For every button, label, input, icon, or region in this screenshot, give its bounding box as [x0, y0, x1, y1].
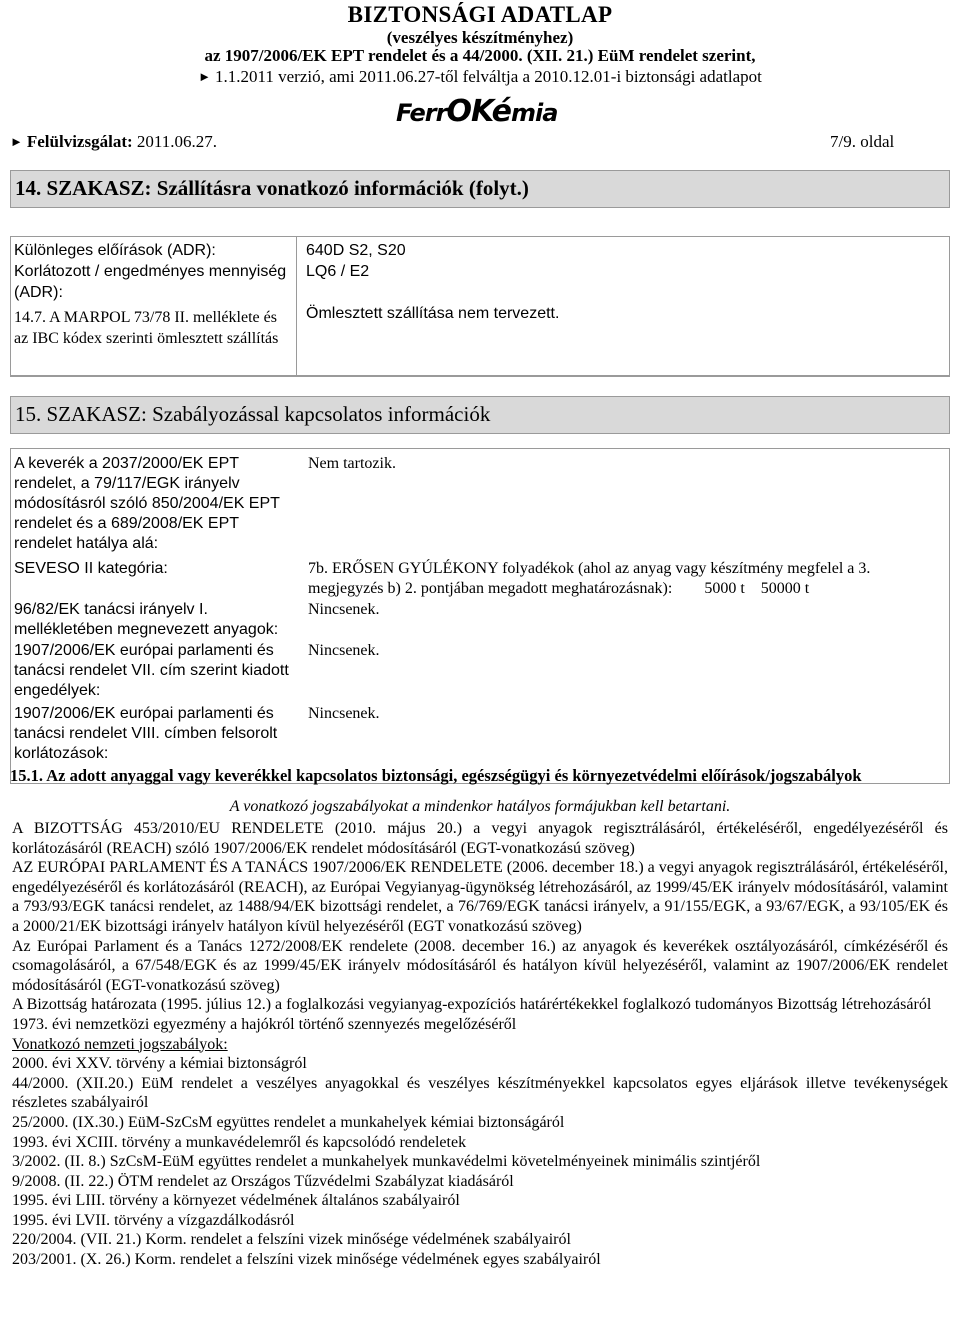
s14-value-special-provisions: 640D S2, S20 [306, 242, 406, 259]
document-title: BIZTONSÁGI ADATLAP [347, 2, 613, 27]
s15-label-seveso: SEVESO II kategória: [14, 560, 168, 577]
national-regulation-item: 9/2008. (II. 22.) ÖTM rendelet az Országos Tűzvédelmi Szabályzat kiadásáról [12, 1172, 514, 1190]
seveso-threshold-2: 50000 t [760, 580, 810, 597]
section-15-header [10, 396, 950, 434]
document-subtitle: (veszélyes készítményhez) [386, 28, 574, 47]
national-regulation-item: 1995. évi LIII. törvény a környezet védelmének általános szabályairól [12, 1192, 460, 1210]
regulation-line: az 1907/2006/EK EPT rendelet és a 44/2000. (XII. 21.) EüM rendelet szerint, [204, 46, 756, 65]
eu-regulation-item: AZ EURÓPAI PARLAMENT ÉS A TANÁCS 1907/2006/EK RENDELETE (2006. december 18.) a vegyi anyagok regisztrálásáról, értékeléséről, engedélyezéséről és korlátozásáról (REACH), az Európai Vegyianyag-ügynökség létrehozásáról, az 1999/45/EK irányelv módosításáról, valamint a 793/93/EGK tanácsi rendelet, az 1488/94/EK bizottsági rendelet, a 76/769/EGK tanácsi irányelv, a 91/155/EGK, a 93/67/EGK, a 93/105/EK és a 2000/21/EK bizottsági irányelv hatályon kívül helyezéséről (EGT vonatkozású szöveg) [12, 859, 948, 935]
s15-value-directive-96-82: Nincsenek. [308, 601, 380, 618]
s15-label-directive-96-82: 96/82/EK tanácsi irányelv I. mellékletében megnevezett anyagok: [14, 601, 279, 638]
logo-part-2: OKé [446, 94, 511, 129]
company-logo [396, 92, 558, 129]
logo-part-1: Ferr [396, 99, 447, 127]
eu-regulation-item: 1973. évi nemzetközi egyezmény a hajókról történő szennyezés megelőzéséről [12, 1015, 517, 1033]
eu-regulation-list [12, 819, 948, 1270]
revision-date: ► Felülvizsgálat: 2011.06.27. [10, 132, 218, 151]
eu-regulation-item: A Bizottság határozata (1995. július 12.) a foglalkozási vegyianyag-expozíciós határértékekkel foglalkozó tudományos Bizottság létrehozásáról [12, 996, 932, 1014]
s15-label-regulation-scope: A keverék a 2037/2000/EK EPT rendelet, a 79/117/EGK irányelv módosításról szóló 850/2004/EK EPT rendelet és a 689/2008/EK EPT rendelet hatálya alá: [14, 455, 280, 552]
right-triangle-icon: ► [198, 69, 211, 84]
version-text: 1.1.2011 verzió, ami 2011.06.27-től felváltja a 2010.12.01-i biztonsági adatlapot [215, 67, 762, 86]
national-regulation-item: 2000. évi XXV. törvény a kémiai biztonságról [12, 1055, 307, 1073]
eu-regulation-item: A BIZOTTSÁG 453/2010/EU RENDELETE (2010. május 20.) a vegyi anyagok regisztrálásáról, értékeléséről, engedélyezéséről és korlátozásáról (REACH) szóló 1907/2006/EK rendelet módosításáról (EGT-vonatkozású szöveg) [12, 820, 948, 857]
national-regulation-item: 3/2002. (II. 8.) SzCsM-EüM együttes rendelet a munkahelyek munkavédelmi követelményeinek minimális szintjéről [12, 1153, 761, 1171]
s14-label-special-provisions: Különleges előírások (ADR): [14, 242, 216, 259]
national-regulation-item: 220/2004. (VII. 21.) Korm. rendelet a felszíni vizek minősége védelmének szabályairól [12, 1231, 571, 1249]
seveso-threshold-1: 5000 t [704, 580, 745, 597]
s14-value-marpol: Ömlesztett szállítása nem tervezett. [306, 305, 560, 322]
page-number: 7/9. oldal [830, 132, 895, 151]
national-regulation-item: 1995. évi LVII. törvény a vízgazdálkodásról [12, 1211, 295, 1229]
s14-value-limited-quantity: LQ6 / E2 [306, 263, 370, 280]
national-regulations-heading: Vonatkozó nemzeti jogszabályok: [12, 1035, 228, 1053]
s14-label-limited-quantity: Korlátozott / engedményes mennyiség (ADR): [14, 263, 287, 301]
section-15-1-note: A vonatkozó jogszabályokat a mindenkor hatályos formájukban kell betartani. [229, 798, 731, 815]
national-regulation-item: 44/2000. (XII.20.) EüM rendelet a veszélyes anyagokkal és veszélyes készítményekkel kapcsolatos egyes eljárások illetve tevékenységek részletes szabályairól [12, 1074, 948, 1112]
section-14-title: 14. SZAKASZ: Szállításra vonatkozó információk (folyt.) [15, 176, 529, 200]
s15-value-seveso: 7b. ERŐSEN GYÚLÉKONY folyadékok (ahol az anyag vagy készítmény megfelel a 3. megjegyzés b) 2. pontjában megadott meghatározásnak): 5000 t 50000 t [308, 560, 871, 597]
section-15-title: 15. SZAKASZ: Szabályozással kapcsolatos információk [15, 402, 491, 426]
national-regulation-item: 203/2001. (X. 26.) Korm. rendelet a felszíni vizek minősége védelmének egyes szabályairól [12, 1251, 601, 1269]
s15-value-restrictions: Nincsenek. [308, 705, 380, 722]
s15-value-regulation-scope: Nem tartozik. [308, 455, 396, 472]
s15-label-authorisations: 1907/2006/EK európai parlamenti és tanácsi rendelet VII. cím szerint kiadott engedélyek: [14, 642, 289, 699]
national-regulation-item: 1993. évi XCIII. törvény a munkavédelemről és kapcsolódó rendeletek [12, 1133, 467, 1151]
eu-regulation-item: Az Európai Parlament és a Tanács 1272/2008/EK rendelete (2008. december 16.) az anyagok és keverékek osztályozásáról, címkézéséről és csomagolásáról, a 67/548/EGK és az 1999/45/EK irányelv módosításáról és hatályon kívül helyezéséről, valamint az 1907/2006/EK rendelet módosításáról (EGT-vonatkozású szöveg) [12, 937, 948, 994]
right-triangle-icon: ► [10, 134, 23, 149]
s15-value-authorisations: Nincsenek. [308, 642, 380, 659]
section-15-1-title: 15.1. Az adott anyaggal vagy keverékkel kapcsolatos biztonsági, egészségügyi és környezetvédelmi előírások/jogszabályok [10, 766, 862, 785]
section-14-header [10, 170, 950, 208]
version-line [0, 67, 960, 87]
s15-label-restrictions: 1907/2006/EK európai parlamenti és tanácsi rendelet VIII. címben felsorolt korlátozások: [14, 705, 278, 762]
logo-part-3: mia [510, 99, 558, 127]
national-regulation-item: 25/2000. (IX.30.) EüM-SzCsM együttes rendelet a munkahelyek kémiai biztonságáról [12, 1113, 565, 1131]
s14-label-marpol: 14.7. A MARPOL 73/78 II. melléklete és az IBC kódex szerinti ömlesztett szállítás [14, 309, 279, 347]
